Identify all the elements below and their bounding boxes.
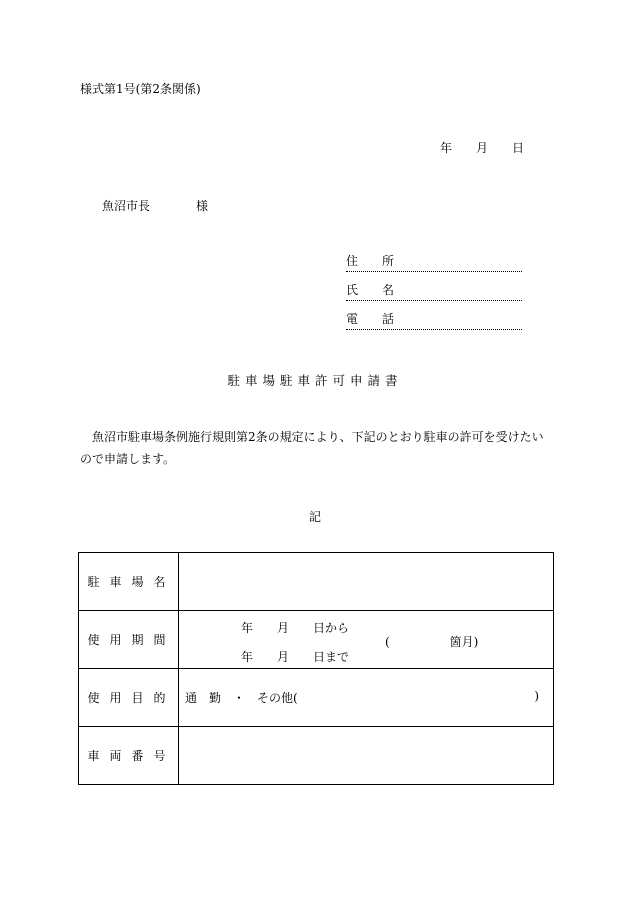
period-to: 年 月 日まで bbox=[241, 650, 350, 664]
period-label: 使用期間 bbox=[79, 611, 179, 669]
vehicle-number-field[interactable] bbox=[179, 727, 554, 785]
phone-field[interactable]: 電 話 bbox=[346, 310, 522, 330]
addressee bbox=[102, 197, 208, 214]
purpose-close-paren: ) bbox=[534, 689, 539, 703]
purpose-field[interactable] bbox=[179, 669, 554, 727]
table-row bbox=[79, 727, 554, 785]
table-row bbox=[79, 669, 554, 727]
application-table bbox=[78, 552, 554, 785]
vehicle-label: 車両番号 bbox=[79, 727, 179, 785]
table-row bbox=[79, 553, 554, 611]
name-field[interactable]: 氏 名 bbox=[346, 281, 522, 301]
address-field[interactable]: 住 所 bbox=[346, 252, 522, 272]
period-from: 年 月 日から bbox=[241, 621, 350, 635]
table-row bbox=[79, 611, 554, 669]
period-months: ( 箇月) bbox=[385, 635, 479, 649]
ki-mark: 記 bbox=[308, 510, 321, 524]
parking-name-field[interactable] bbox=[179, 553, 554, 611]
honorific: 様 bbox=[196, 199, 209, 213]
period-field[interactable] bbox=[179, 611, 554, 669]
purpose-label: 使用目的 bbox=[79, 669, 179, 727]
addressee-name: 魚沼市長 bbox=[102, 199, 151, 213]
body-text: 魚沼市駐車場条例施行規則第2条の規定により、下記のとおり駐車の許可を受けたいので申請します。 bbox=[80, 430, 544, 466]
document-title: 駐車場駐車許可申請書 bbox=[227, 373, 403, 388]
date-line: 年 月 日 bbox=[440, 141, 525, 155]
parking-name-label: 駐車場名 bbox=[79, 553, 179, 611]
form-number: 様式第1号(第2条関係) bbox=[80, 82, 201, 96]
purpose-text: 通 勤 ・ その他( bbox=[185, 691, 298, 705]
